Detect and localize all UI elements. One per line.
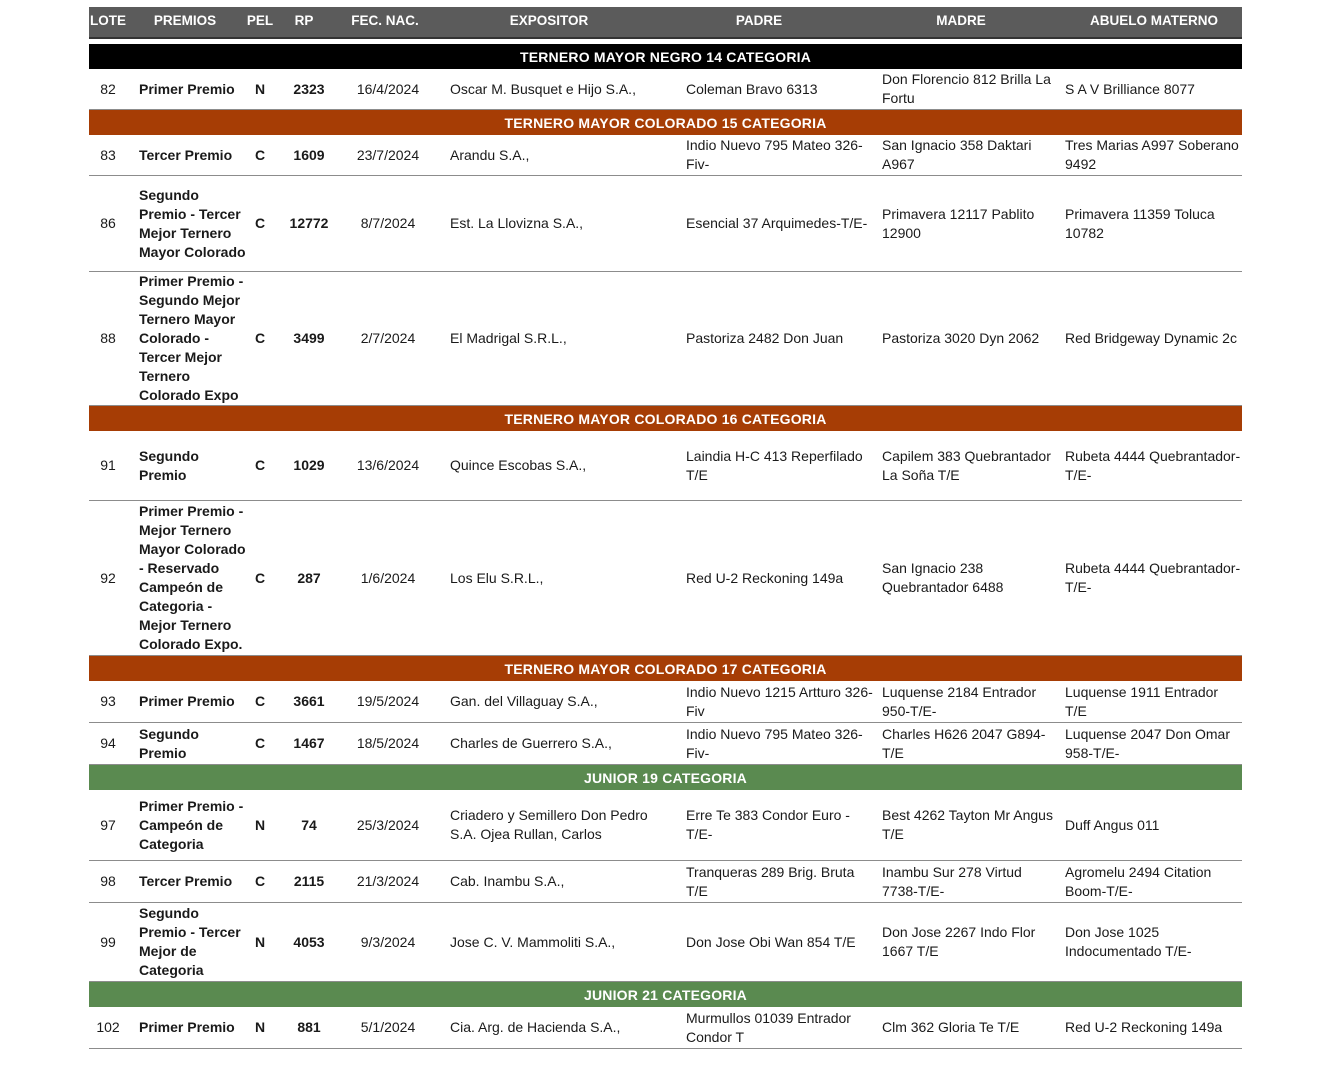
cell-padre: Esencial 37 Arquimedes-T/E-	[686, 215, 868, 231]
cell-pel: C	[254, 569, 266, 586]
cell-fecha: 1/6/2024	[360, 569, 416, 586]
category-header: TERNERO MAYOR COLORADO 16 CATEGORIA	[89, 406, 1242, 431]
cell-abuelo-materno: Red U-2 Reckoning 149a	[1065, 1019, 1223, 1035]
cell-abuelo-materno: Primavera 11359 Toluca 10782	[1065, 205, 1215, 241]
cell-padre: Indio Nuevo 795 Mateo 326-Fiv-	[686, 725, 863, 761]
cell-premio: Tercer Premio	[139, 873, 233, 889]
cell-fecha: 9/3/2024	[360, 933, 416, 950]
cell-pel: N	[254, 80, 266, 97]
cell-pel: C	[254, 457, 266, 473]
table-row	[89, 723, 1242, 765]
cell-padre: Indio Nuevo 1215 Artturo 326-Fiv	[686, 683, 873, 719]
cell-lote: 91	[100, 457, 116, 473]
cell-lote: 92	[100, 569, 116, 586]
cell-pel: C	[254, 146, 266, 163]
cell-padre: Coleman Bravo 6313	[686, 80, 818, 97]
cell-madre: Don Florencio 812 Brilla La Fortu	[882, 71, 1051, 106]
cell-lote: 98	[100, 873, 116, 889]
cell-fecha: 21/3/2024	[356, 873, 420, 889]
cell-expositor: Oscar M. Busquet e Hijo S.A.,	[450, 80, 636, 97]
table-row	[89, 790, 1242, 861]
cell-pel: C	[254, 215, 266, 231]
table-header	[89, 7, 1242, 39]
header-madre: MADRE	[936, 13, 986, 28]
cell-madre: Luquense 2184 Entrador 950-T/E-	[882, 683, 1037, 719]
cell-lote: 97	[100, 816, 116, 833]
cell-madre: Best 4262 Tayton Mr Angus T/E	[882, 807, 1053, 842]
cell-lote: 94	[100, 735, 116, 751]
cell-lote: 99	[100, 933, 116, 950]
category-header: JUNIOR 21 CATEGORIA	[89, 982, 1242, 1007]
cell-expositor: Charles de Guerrero S.A.,	[450, 735, 612, 751]
cell-padre: Indio Nuevo 795 Mateo 326-Fiv-	[686, 137, 863, 172]
category-header: JUNIOR 19 CATEGORIA	[89, 765, 1242, 790]
cell-expositor: Los Elu S.R.L.,	[450, 569, 544, 586]
cell-padre: Laindia H-C 413 Reperfilado T/E	[686, 447, 863, 483]
cell-padre: Erre Te 383 Condor Euro -T/E-	[686, 807, 850, 842]
cell-rp: 3499	[293, 330, 325, 346]
table-row	[89, 501, 1242, 656]
cell-lote: 86	[100, 215, 116, 231]
table-row	[89, 861, 1242, 903]
cell-premio: Primer Premio - Campeón de Categoria	[139, 797, 244, 852]
cell-pel: C	[254, 693, 266, 709]
cell-fecha: 8/7/2024	[360, 215, 416, 231]
cell-fecha: 16/4/2024	[356, 80, 420, 97]
table-row	[89, 1007, 1242, 1049]
cell-abuelo-materno: Don Jose 1025 Indocumentado T/E-	[1065, 924, 1192, 959]
cell-madre: San Ignacio 358 Daktari A967	[882, 137, 1032, 172]
cell-madre: Inambu Sur 278 Virtud 7738-T/E-	[882, 863, 1022, 899]
cell-madre: Don Jose 2267 Indo Flor 1667 T/E	[882, 924, 1036, 959]
cell-expositor: Criadero y Semillero Don Pedro S.A. Ojea Rullan, Carlos	[450, 807, 648, 842]
cell-abuelo-materno: S A V Brilliance 8077	[1065, 80, 1195, 97]
cell-fecha: 25/3/2024	[356, 816, 420, 833]
cell-pel: C	[254, 735, 266, 751]
cell-pel: N	[254, 816, 266, 833]
cell-expositor: Est. La Llovizna S.A.,	[450, 215, 584, 231]
cell-rp: 3661	[293, 693, 325, 709]
cell-expositor: Cab. Inambu S.A.,	[450, 873, 565, 889]
cell-rp: 1029	[293, 457, 325, 473]
cell-padre: Murmullos 01039 Entrador Condor T	[686, 1009, 851, 1045]
cell-pel: C	[254, 330, 266, 346]
category-header: TERNERO MAYOR NEGRO 14 CATEGORIA	[89, 44, 1242, 69]
table-row	[89, 272, 1242, 406]
cell-expositor: Jose C. V. Mammoliti S.A.,	[450, 933, 616, 950]
cell-premio: Primer Premio	[139, 693, 235, 709]
header-premios: PREMIOS	[153, 13, 217, 28]
cell-expositor: El Madrigal S.R.L.,	[450, 330, 567, 346]
cell-rp: 2115	[293, 873, 325, 889]
cell-abuelo-materno: Red Bridgeway Dynamic 2c	[1065, 330, 1237, 346]
table-row	[89, 176, 1242, 272]
header-fec-nac: FEC. NAC.	[351, 13, 419, 28]
cell-madre: Charles H626 2047 G894-T/E	[882, 725, 1046, 761]
cell-rp: 1467	[293, 735, 325, 751]
cell-lote: 102	[96, 1019, 120, 1035]
cell-premio: Segundo Premio	[139, 447, 199, 483]
cell-fecha: 5/1/2024	[360, 1019, 416, 1035]
cell-rp: 881	[297, 1019, 321, 1035]
cell-premio: Primer Premio	[139, 80, 235, 97]
cell-abuelo-materno: Luquense 1911 Entrador T/E	[1065, 683, 1219, 719]
cell-padre: Don Jose Obi Wan 854 T/E	[686, 933, 856, 950]
cell-premio: Primer Premio - Mejor Ternero Mayor Colorado - Reservado Campeón de Categoria - Mejor Ternero Colorado Expo.	[139, 503, 246, 652]
table-row	[89, 135, 1242, 176]
cell-expositor: Cia. Arg. de Hacienda S.A.,	[450, 1019, 621, 1035]
cell-padre: Tranqueras 289 Brig. Bruta T/E	[686, 863, 855, 899]
cell-lote: 88	[100, 330, 116, 346]
cell-fecha: 2/7/2024	[360, 330, 416, 346]
cell-madre: San Ignacio 238 Quebrantador 6488	[882, 560, 1004, 595]
cell-lote: 82	[100, 80, 116, 97]
cell-abuelo-materno: Rubeta 4444 Quebrantador-T/E-	[1065, 447, 1241, 483]
table-row	[89, 903, 1242, 982]
cell-lote: 93	[100, 693, 116, 709]
cell-madre: Clm 362 Gloria Te T/E	[882, 1019, 1020, 1035]
cell-fecha: 19/5/2024	[356, 693, 420, 709]
results-table	[89, 7, 1242, 1049]
cell-rp: 74	[301, 816, 317, 833]
cell-rp: 12772	[289, 215, 329, 231]
cell-pel: C	[254, 873, 266, 889]
cell-premio: Primer Premio	[139, 1019, 235, 1035]
header-abuelo-materno: ABUELO MATERNO	[1090, 13, 1218, 28]
cell-lote: 83	[100, 146, 116, 163]
cell-expositor: Quince Escobas S.A.,	[450, 457, 587, 473]
cell-fecha: 18/5/2024	[356, 735, 420, 751]
cell-rp: 4053	[293, 933, 325, 950]
category-header: TERNERO MAYOR COLORADO 15 CATEGORIA	[89, 110, 1242, 135]
cell-abuelo-materno: Agromelu 2494 Citation Boom-T/E-	[1065, 863, 1212, 899]
cell-expositor: Arandu S.A.,	[450, 146, 530, 163]
cell-premio: Segundo Premio - Tercer Mejor Ternero Mayor Colorado	[139, 186, 246, 260]
cell-premio: Segundo Premio - Tercer Mejor de Categoria	[139, 905, 241, 978]
cell-premio: Tercer Premio	[139, 146, 233, 163]
cell-rp: 2323	[293, 80, 325, 97]
header-pel: PEL	[246, 13, 274, 28]
table-row	[89, 681, 1242, 723]
cell-abuelo-materno: Duff Angus 011	[1065, 816, 1160, 833]
cell-madre: Capilem 383 Quebrantador La Soña T/E	[882, 447, 1051, 483]
cell-padre: Pastoriza 2482 Don Juan	[686, 330, 844, 346]
header-rp: RP	[294, 13, 314, 28]
cell-padre: Red U-2 Reckoning 149a	[686, 569, 844, 586]
category-header: TERNERO MAYOR COLORADO 17 CATEGORIA	[89, 656, 1242, 681]
header-padre: PADRE	[735, 13, 783, 28]
cell-fecha: 23/7/2024	[356, 146, 420, 163]
cell-rp: 1609	[293, 146, 325, 163]
cell-abuelo-materno: Rubeta 4444 Quebrantador-T/E-	[1065, 560, 1241, 595]
table-body	[89, 44, 1242, 1049]
cell-premio: Primer Premio - Segundo Mejor Ternero Mayor Colorado - Tercer Mejor Ternero Colorado Expo	[139, 273, 244, 403]
cell-pel: N	[254, 933, 266, 950]
cell-madre: Primavera 12117 Pablito 12900	[882, 205, 1035, 241]
cell-abuelo-materno: Tres Marias A997 Soberano 9492	[1065, 137, 1239, 172]
table-row	[89, 69, 1242, 110]
header-lote: LOTE	[90, 13, 126, 28]
cell-expositor: Gan. del Villaguay S.A.,	[450, 693, 598, 709]
cell-madre: Pastoriza 3020 Dyn 2062	[882, 330, 1040, 346]
cell-fecha: 13/6/2024	[356, 457, 420, 473]
cell-pel: N	[254, 1019, 266, 1035]
cell-premio: Segundo Premio	[139, 725, 199, 761]
header-expositor: EXPOSITOR	[509, 13, 589, 28]
cell-rp: 287	[297, 569, 321, 586]
cell-abuelo-materno: Luquense 2047 Don Omar 958-T/E-	[1065, 725, 1230, 761]
table-row	[89, 431, 1242, 501]
